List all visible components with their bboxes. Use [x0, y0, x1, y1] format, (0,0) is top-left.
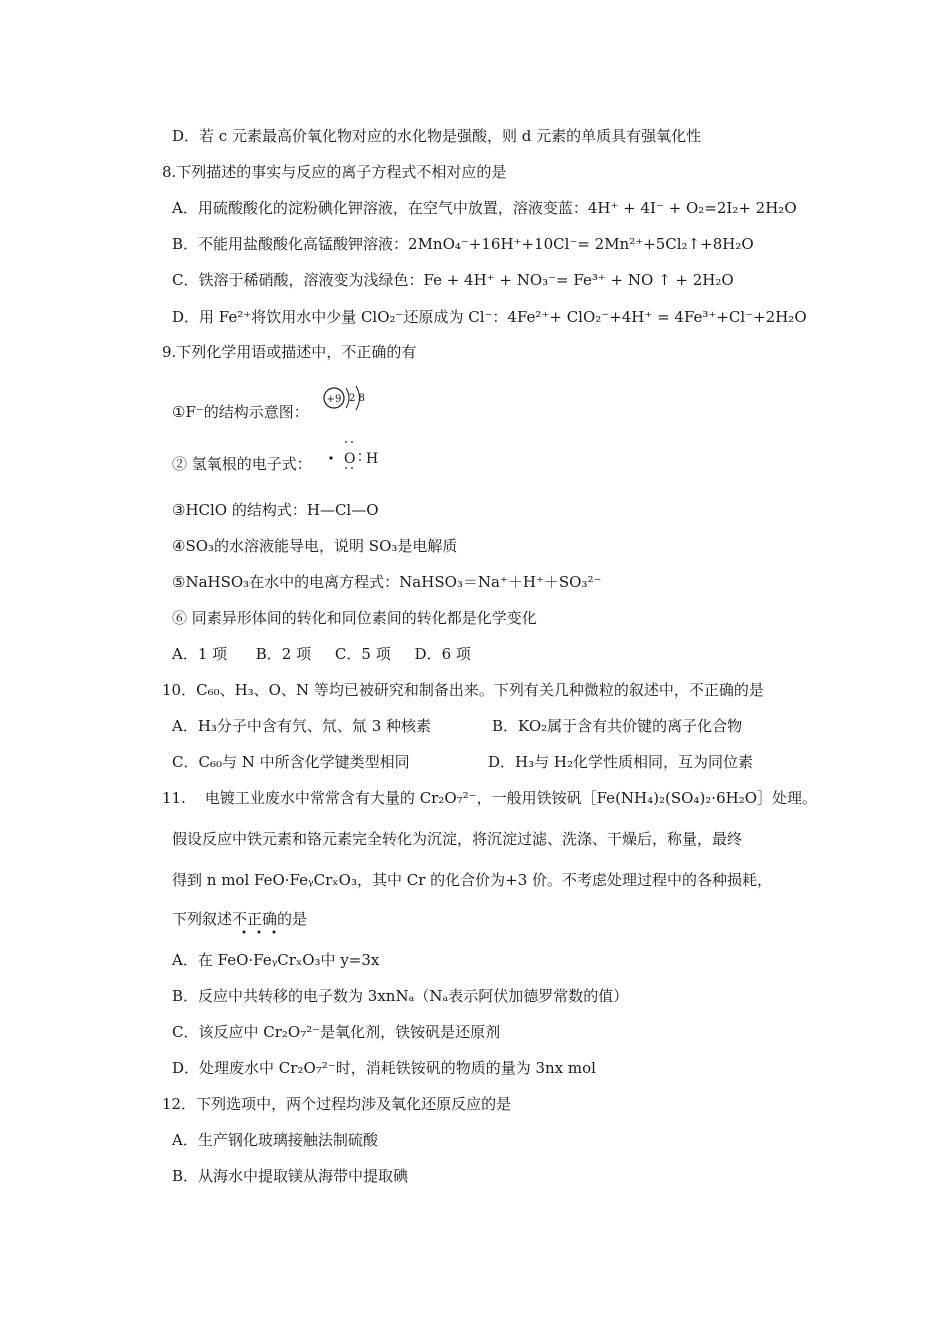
q9-item-1-text: ①F⁻的结构示意图：: [172, 403, 309, 421]
q8-stem: 8.下列描述的事实与反应的离子方程式不相对应的是: [162, 163, 507, 181]
q11-option-a: A．在 FeO·FeᵧCrₓO₃中 y=3x: [172, 951, 380, 969]
q11-option-d: D．处理废水中 Cr₂O₇²⁻时，消耗铁铵矾的物质的量为 3nx mol: [172, 1059, 596, 1077]
q12-option-a: A．生产钢化玻璃接触法制硫酸: [172, 1131, 378, 1149]
q8-option-b: [172, 234, 754, 254]
q11-stem-line-2: 假设反应中铁元素和铬元素完全转化为沉淀，将沉淀过滤、洗涤、干燥后，称量，最终: [172, 830, 743, 848]
q8-c-text: C．铁溶于稀硝酸，溶液变为浅绿色：: [172, 271, 424, 289]
q8-c-equation: Fe + 4H⁺ + NO₃⁻= Fe³⁺ + NO ↑ + 2H₂O: [423, 271, 734, 289]
q9-item-1: [172, 402, 309, 422]
q9-stem: 9.下列化学用语或描述中，不正确的有: [162, 343, 417, 361]
q8-d-equation: 4Fe²⁺+ ClO₂⁻+4H⁺ = 4Fe³⁺+Cl⁻+2H₂O: [507, 308, 807, 326]
q8-option-c: [172, 270, 734, 290]
nucleus-charge: +9: [326, 394, 342, 405]
q9-item-2: [172, 454, 312, 474]
lewis-hydrogen: H: [366, 451, 379, 467]
q12-option-b: B．从海水中提取镁从海带中提取碘: [172, 1167, 409, 1185]
q8-option-a: [172, 198, 797, 218]
q11-option-c: C．该反应中 Cr₂O₇²⁻是氧化剂，铁铵矾是还原剂: [172, 1023, 501, 1041]
q8-b-equation: 2MnO₄⁻+16H⁺+10Cl⁻= 2Mn²⁺+5Cl₂↑+8H₂O: [408, 235, 754, 253]
q9-item-4: ④SO₃的水溶液能导电，说明 SO₃是电解质: [172, 537, 458, 555]
q7-option-d: D．若 c 元素最高价氧化物对应的水化物是强酸，则 d 元素的单质具有强氧化性: [172, 127, 702, 145]
q9-item-3: ③HClO 的结构式：H—Cl—O: [172, 501, 379, 519]
q8-option-d: [172, 307, 807, 327]
q9-item-2-text: ② 氢氧根的电子式：: [172, 455, 312, 473]
q8-a-text: A．用硫酸酸化的淀粉碘化钾溶液，在空气中放置，溶液变蓝：: [172, 199, 588, 217]
hydroxide-lewis-structure: [326, 436, 386, 472]
q11-stem-line-3: 得到 n mol FeO·FeᵧCrₓO₃，其中 Cr 的化合价为+3 价。不考虑处理过程中的各种损耗，: [172, 871, 773, 889]
q11-stem-line-4: 下列叙述不正确的是: [172, 910, 308, 928]
f-ion-structure-diagram: [318, 384, 378, 416]
q8-b-text: B．不能用盐酸酸化高锰酸钾溶液：: [172, 235, 409, 253]
q8-d-text: D．用 Fe²⁺将饮用水中少量 ClO₂⁻还原成为 Cl⁻：: [172, 308, 508, 326]
q9-item-5: ⑤NaHSO₃在水中的电离方程式：NaHSO₃＝Na⁺＋H⁺＋SO₃²⁻: [172, 573, 602, 591]
lewis-oxygen: O: [344, 451, 356, 467]
q9-options: A．1 项 B．2 项 C．5 项 D．6 项: [172, 645, 471, 663]
emphasis-dots: [236, 928, 286, 936]
q11-stem-line-1: 11. 电镀工业废水中常常含有大量的 Cr₂O₇²⁻，一般用铁铵矾［Fe(NH₄)₂(SO₄)₂·6H₂O］处理。: [162, 789, 818, 807]
shell-electrons: 2 8: [349, 393, 365, 404]
q11-option-b: B．反应中共转移的电子数为 3xnNₐ（Nₐ表示阿伏加德罗常数的值）: [172, 987, 629, 1005]
q10-stem: 10．C₆₀、H₃、O、N 等均已被研究和制备出来。下列有关几种微粒的叙述中，不正确的是: [162, 681, 764, 699]
q10-option-a: A．H₃分子中含有氕、氘、氚 3 种核素: [172, 717, 432, 735]
q10-option-d: D．H₃与 H₂化学性质相同，互为同位素: [488, 753, 753, 771]
q10-option-c: C．C₆₀与 N 中所含化学键类型相同: [172, 753, 410, 771]
q8-a-equation: 4H⁺ + 4I⁻ + O₂=2I₂+ 2H₂O: [587, 199, 797, 217]
q9-item-6: ⑥ 同素异形体间的转化和同位素间的转化都是化学变化: [172, 609, 537, 627]
q10-option-b: B．KO₂属于含有共价键的离子化合物: [492, 717, 743, 735]
q12-stem: 12．下列选项中，两个过程均涉及氧化还原反应的是: [162, 1095, 512, 1113]
